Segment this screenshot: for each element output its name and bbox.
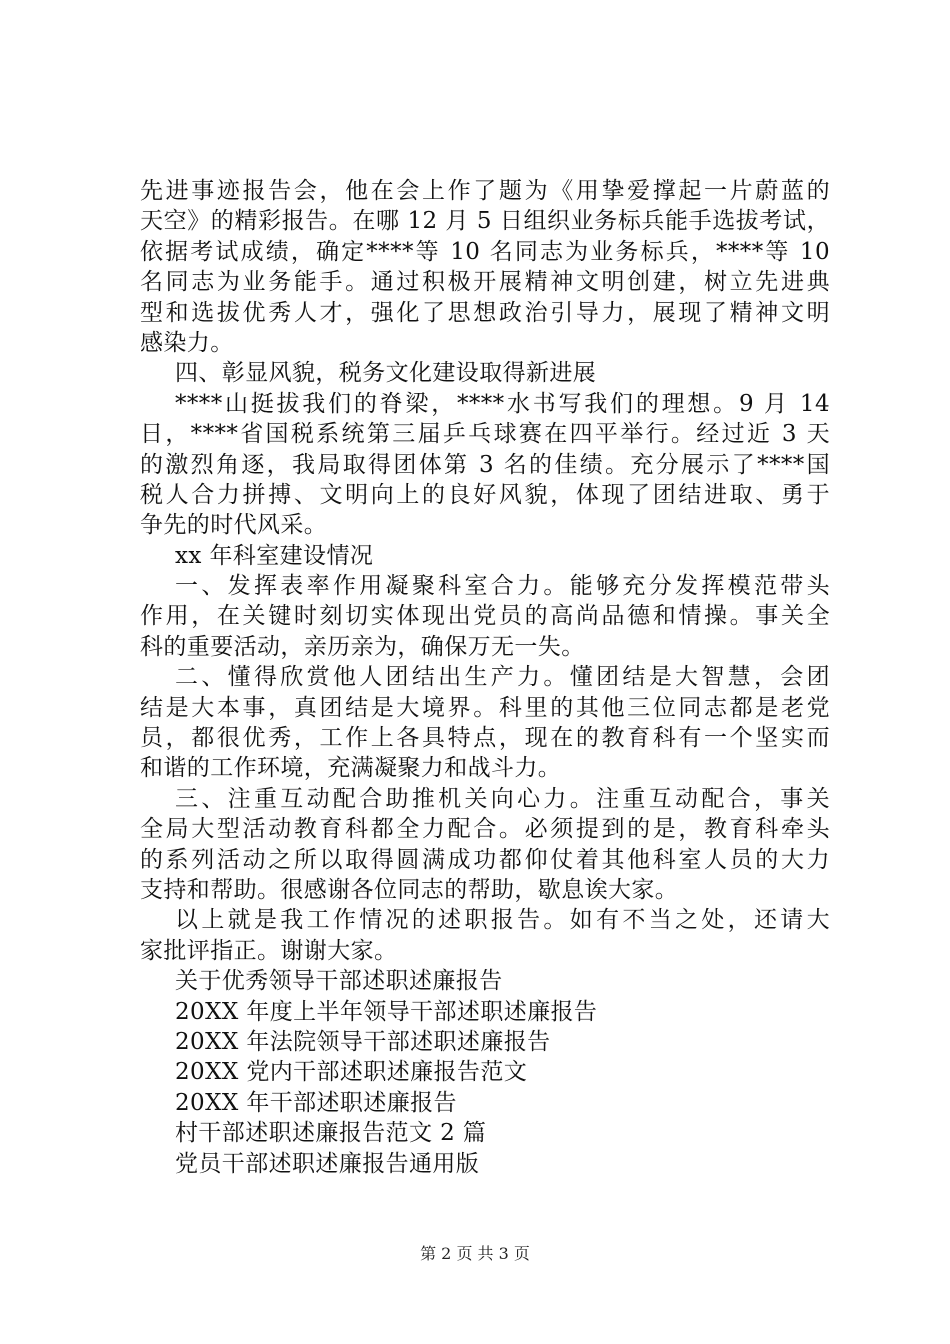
related-article-link[interactable]: 20XX 年度上半年领导干部述职述廉报告 — [175, 998, 598, 1025]
related-article-link[interactable]: 20XX 年法院领导干部述职述廉报告 — [175, 1028, 551, 1055]
body-line: 家批评指正。谢谢大家。 — [140, 937, 398, 964]
body-line: 一、发挥表率作用凝聚科室合力。能够充分发挥模范带头 — [175, 573, 830, 600]
body-line: 依据考试成绩，确定****等 10 名同志为业务标兵，****等 10 — [140, 238, 830, 265]
body-line: 日，****省国税系统第三届乒乓球赛在四平举行。经过近 3 天 — [140, 421, 830, 448]
body-line: 天空》的精彩报告。在哪 12 月 5 日组织业务标兵能手选拔考试， — [140, 208, 830, 235]
body-line: 感染力。 — [140, 329, 234, 356]
related-article-link[interactable]: 20XX 党内干部述职述廉报告范文 — [175, 1059, 528, 1086]
body-line: 先进事迹报告会，他在会上作了题为《用挚爱撑起一片蔚蓝的 — [140, 178, 830, 204]
body-line: 的系列活动之所以取得圆满成功都仰仗着其他科室人员的大力 — [140, 846, 830, 873]
body-line: 科的重要活动，亲历亲为，确保万无一失。 — [140, 633, 585, 660]
body-line: 税人合力拼搏、文明向上的良好风貌，体现了团结进取、勇于 — [140, 481, 830, 508]
related-article-link[interactable]: 20XX 年干部述职述廉报告 — [175, 1089, 457, 1116]
body-line: 二、懂得欣赏他人团结出生产力。懂团结是大智慧，会团 — [175, 664, 830, 691]
body-line: 作用，在关键时刻切实体现出党员的高尚品德和情操。事关全 — [140, 603, 830, 630]
body-line: 以上就是我工作情况的述职报告。如有不当之处，还请大 — [175, 907, 830, 934]
body-line: 三、注重互动配合助推机关向心力。注重互动配合，事关 — [175, 785, 830, 812]
section-heading: xx 年科室建设情况 — [175, 542, 374, 569]
document-body — [140, 176, 830, 1179]
body-line: 型和选拔优秀人才，强化了思想政治引导力，展现了精神文明 — [140, 299, 830, 326]
body-line: 和谐的工作环境，充满凝聚力和战斗力。 — [140, 755, 562, 782]
section-heading: 四、彰显风貌，税务文化建设取得新进展 — [175, 360, 597, 387]
body-line: 支持和帮助。很感谢各位同志的帮助，歇息诶大家。 — [140, 876, 679, 903]
related-article-link[interactable]: 党员干部述职述廉报告通用版 — [175, 1150, 480, 1177]
body-line: 的激烈角逐，我局取得团体第 3 名的佳绩。充分展示了****国 — [140, 451, 830, 478]
related-article-link[interactable]: 关于优秀领导干部述职述廉报告 — [175, 968, 503, 995]
page-number-footer: 第 2 页 共 3 页 — [420, 1244, 530, 1263]
related-article-link[interactable]: 村干部述职述廉报告范文 2 篇 — [175, 1120, 487, 1147]
body-line: 全局大型活动教育科都全力配合。必须提到的是，教育科牵头 — [140, 816, 830, 843]
body-line: 争先的时代风采。 — [140, 512, 328, 539]
body-line: 名同志为业务能手。通过积极开展精神文明创建，树立先进典 — [140, 269, 830, 296]
body-line: ****山挺拔我们的脊梁，****水书写我们的理想。9 月 14 — [175, 390, 830, 417]
body-line: 员，都很优秀，工作上各具特点，现在的教育科有一个坚实而 — [140, 725, 830, 752]
body-line: 结是大本事，真团结是大境界。科里的其他三位同志都是老党 — [140, 694, 830, 721]
